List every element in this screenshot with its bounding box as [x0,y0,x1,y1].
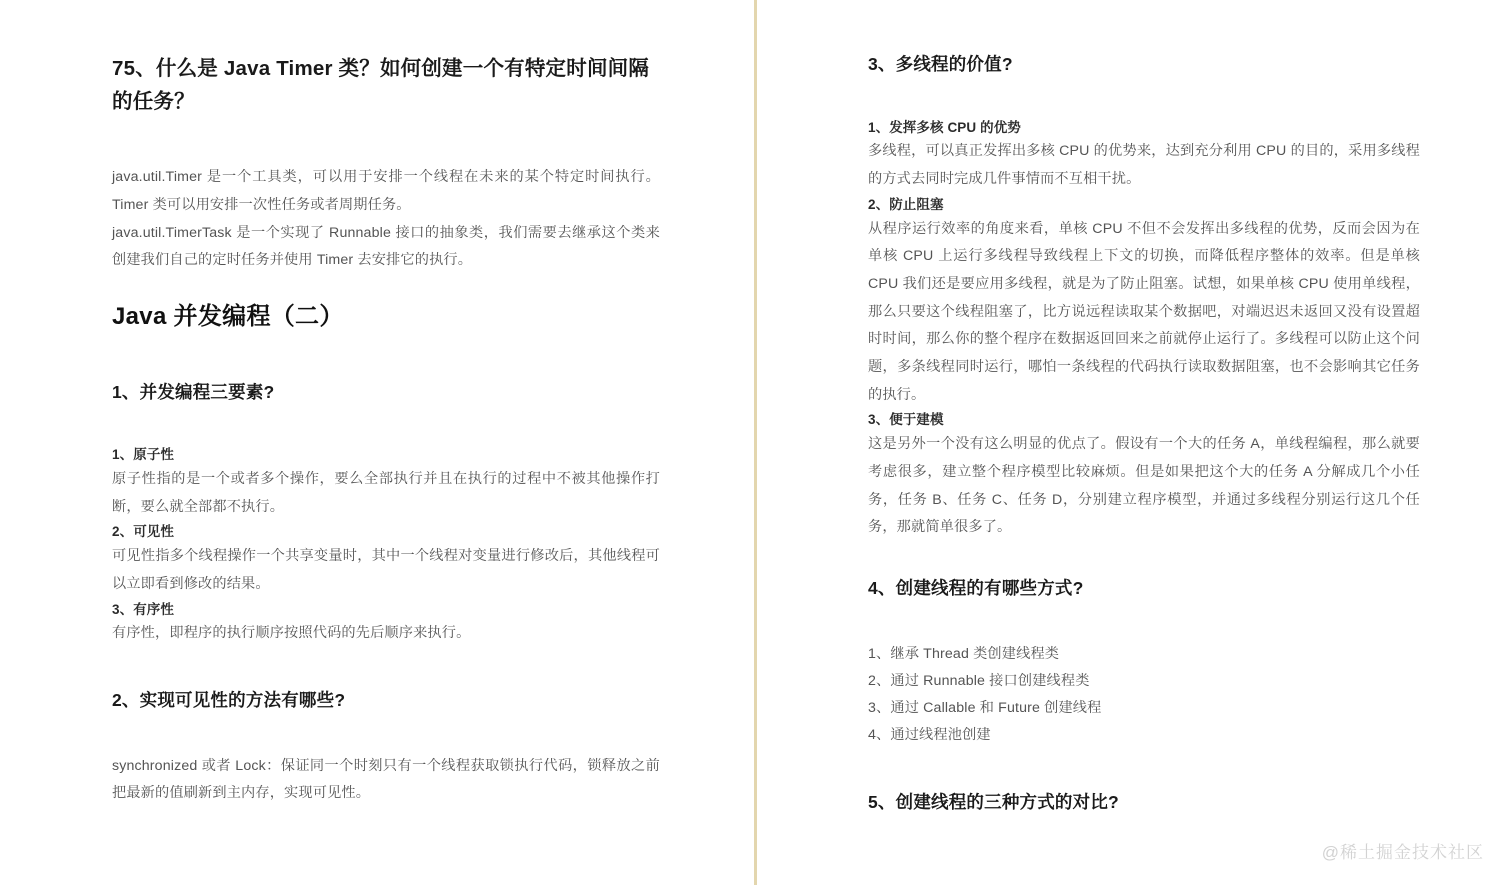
q1-item-2-text: 可见性指多个线程操作一个共享变量时，其中一个线程对变量进行修改后，其他线程可以立即看到修改的结果。 [112,548,660,592]
q2-paragraph: synchronized 或者 Lock：保证同一个时刻只有一个线程获取锁执行代码，锁释放之前把最新的值刷新到主内存，实现可见性。 [112,757,660,802]
question-5-heading: 5、创建线程的三种方式的对比? [868,791,1119,812]
q1-item-2-label: 2、可见性 [112,524,175,540]
q4-list-item-2: 2、通过 Runnable 接口创建线程类 [868,672,1090,689]
right-page-column [755,0,1512,885]
question-1-heading: 1、并发编程三要素? [112,381,275,402]
q3-item-1-text: 多线程，可以真正发挥出多核 CPU 的优势来，达到充分利用 CPU 的目的，采用多线程的方式去同时完成几件事情而不互相干扰。 [868,143,1420,188]
q1-item-1-text: 原子性指的是一个或者多个操作，要么全部执行并且在执行的过程中不被其他操作打断，要么就全部都不执行。 [112,470,660,515]
q4-list-item-1: 1、继承 Thread 类创建线程类 [868,645,1060,662]
question-2-heading: 2、实现可见性的方法有哪些? [112,690,346,711]
question-3-heading: 3、多线程的价值? [868,54,1013,74]
site-watermark: @稀土掘金技术社区 [1321,843,1484,862]
q3-item-2-text: 从程序运行效率的角度来看，单核 CPU 不但不会发挥出多线程的优势，反而会因为在单核 CPU 上运行多线程导致线程上下文的切换，而降低程序整体的效率。但是单核 CPU 我们还是要应用多线程，就是为了防止阻塞。试想，如果单核 CPU 使用单线程，那么只要这个线程阻塞了，比方说远程读取某个数据吧，对端迟迟未返回又没有设置超时时间，那么你的整个程序在数据返回回来之前就停止运行了。多线程可以防止这个问题，多条线程同时运行，哪怕一条线程的代码执行读取数据阻塞，也不会影响其它任务的执行。 [868,220,1420,403]
question-4-heading: 4、创建线程的有哪些方式? [868,578,1084,599]
q1-item-3-text: 有序性，即程序的执行顺序按照代码的先后顺序来执行。 [112,625,471,642]
timer-paragraph-2: java.util.TimerTask 是一个实现了 Runnable 接口的抽象类，我们需要去继承这个类来创建我们自己的定时任务并使用 Timer 去安排它的执行。 [112,224,660,269]
left-page-column [0,0,755,885]
question-75-heading: 75、什么是 Java Timer 类？如何创建一个有特定时间间隔的任务？ [112,57,650,114]
q3-item-3-text: 这是另外一个没有这么明显的优点了。假设有一个大的任务 A，单线程编程，那么就要考虑很多，建立整个程序模型比较麻烦。但是如果把这个大的任务 A 分解成几个小任务，任务 B、任务 C、任务 D，分别建立程序模型，并通过多线程分别运行这几个任务，那就简单很多了。 [868,436,1420,536]
q4-list-item-4: 4、通过线程池创建 [868,727,991,744]
q3-item-2-label: 2、防止阻塞 [868,196,944,212]
q4-list-item-3: 3、通过 Callable 和 Future 创建线程 [868,700,1102,717]
q1-item-1-label: 1、原子性 [112,447,175,463]
q3-item-1-label: 1、发挥多核 CPU 的优势 [868,119,1021,135]
timer-paragraph-1: java.util.Timer 是一个工具类，可以用于安排一个线程在未来的某个特定时间执行。Timer 类可以用安排一次性任务或者周期任务。 [112,169,660,214]
section-heading-java-concurrency: Java 并发编程（二） [112,303,344,331]
q1-item-3-label: 3、有序性 [112,601,175,617]
q3-item-3-label: 3、便于建模 [868,412,944,428]
